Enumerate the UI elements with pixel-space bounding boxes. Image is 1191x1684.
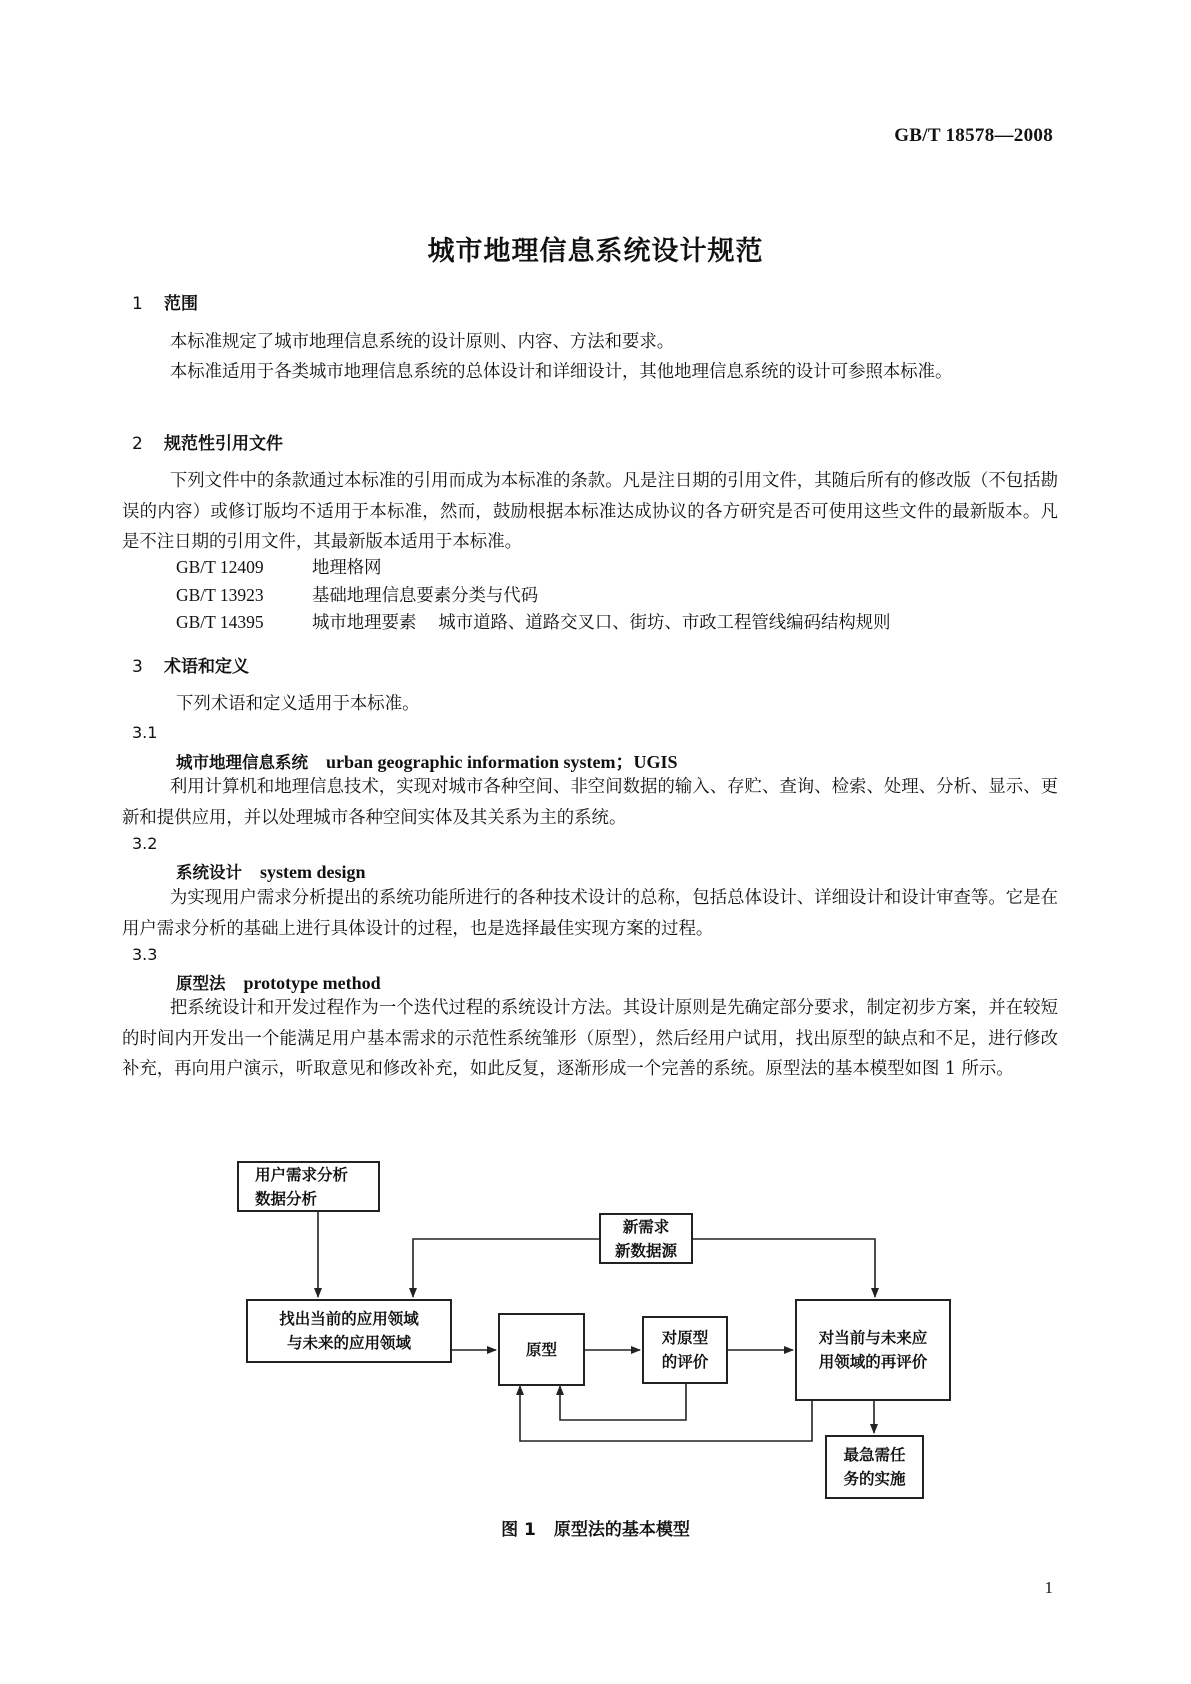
term-definition: 为实现用户需求分析提出的系统功能所进行的各种技术设计的总称，包括总体设计、详细设计和设计审查等。它是在用户需求分析的基础上进行具体设计的过程，也是选择最佳实现方案的过程。 — [122, 888, 1058, 939]
box-prototype — [498, 1313, 585, 1386]
reference-code: GB/T 14395 — [176, 612, 264, 632]
reference-name: 城市地理要素 — [312, 613, 417, 633]
box-line: 务的实施 — [843, 1470, 906, 1488]
box-find-domain — [246, 1299, 452, 1363]
section-3-intro: 下列术语和定义适用于本标准。 — [176, 694, 420, 714]
box-line: 的评价 — [661, 1353, 709, 1371]
box-line: 新需求 — [622, 1217, 670, 1236]
section-number: 3 — [132, 657, 143, 677]
term-definition: 利用计算机和地理信息技术，实现对城市各种空间、非空间数据的输入、存贮、查询、检索、处理、分析、显示、更新和提供应用，并以处理城市各种空间实体及其关系为主的系统。 — [122, 777, 1058, 828]
section-1-para-2: 本标准适用于各类城市地理信息系统的总体设计和详细设计，其他地理信息系统的设计可参照本标准。 — [169, 362, 953, 382]
box-evaluate — [642, 1316, 728, 1384]
line-new-needs-left — [413, 1239, 599, 1297]
standard-number: GB/T 18578—2008 — [894, 125, 1053, 146]
figure-caption — [0, 1515, 1191, 1540]
line-new-needs-right — [693, 1239, 875, 1297]
reference-code: GB/T 13923 — [176, 585, 264, 605]
box-line: 新数据源 — [614, 1241, 677, 1260]
box-line: 原型 — [525, 1340, 557, 1359]
term-en: system design — [260, 862, 366, 882]
box-user-needs — [237, 1161, 380, 1212]
box-line: 用户需求分析 — [255, 1165, 349, 1184]
term-number: 3.1 — [132, 723, 158, 742]
loop-reevaluate-to-prototype — [520, 1386, 812, 1441]
reference-name: 地理格网 — [312, 558, 382, 578]
box-line: 对当前与未来应 — [818, 1329, 928, 1347]
term-zh: 系统设计 — [176, 863, 242, 882]
term-en: prototype method — [243, 973, 381, 993]
term-number: 3.2 — [132, 834, 158, 853]
section-title: 术语和定义 — [164, 657, 249, 677]
figure-caption-text: 原型法的基本模型 — [553, 1520, 690, 1540]
figure-caption-label: 图 1 — [501, 1520, 536, 1540]
term-en: urban geographic information system；UGIS — [326, 752, 678, 772]
page-number: 1 — [1044, 1578, 1053, 1597]
box-line: 与未来的应用领域 — [286, 1334, 411, 1352]
document-title: 城市地理信息系统设计规范 — [427, 236, 764, 267]
box-new-needs — [599, 1213, 693, 1264]
box-line: 最急需任 — [843, 1446, 906, 1464]
box-line: 用领域的再评价 — [818, 1353, 928, 1371]
section-2-para: 下列文件中的条款通过本标准的引用而成为本标准的条款。凡是注日期的引用文件，其随后所有的修改版（不包括勘误的内容）或修订版均不适用于本标准，然而，鼓励根据本标准达成协议的各方研究是否可使用这些文件的最新版本。凡是不注日期的引用文件，其最新版本适用于本标准。 — [122, 471, 1058, 552]
term-number: 3.3 — [132, 945, 158, 964]
reference-name-detail: 城市道路、道路交叉口、街坊、市政工程管线编码结构规则 — [438, 613, 891, 633]
section-number: 2 — [132, 434, 143, 454]
reference-name: 基础地理信息要素分类与代码 — [312, 586, 539, 606]
section-number: 1 — [132, 294, 143, 314]
section-title: 范围 — [164, 294, 198, 314]
box-line: 数据分析 — [255, 1189, 318, 1208]
reference-code: GB/T 12409 — [176, 557, 264, 577]
box-reevaluate — [795, 1299, 951, 1401]
box-line: 对原型 — [661, 1329, 709, 1347]
section-1-para-1: 本标准规定了城市地理信息系统的设计原则、内容、方法和要求。 — [169, 332, 675, 352]
box-line: 找出当前的应用领域 — [279, 1310, 419, 1328]
term-zh: 城市地理信息系统 — [176, 753, 308, 772]
section-title: 规范性引用文件 — [164, 434, 283, 454]
box-urgent — [825, 1435, 924, 1499]
term-zh: 原型法 — [176, 974, 226, 993]
loop-evaluate-to-prototype — [560, 1384, 686, 1420]
term-definition: 把系统设计和开发过程作为一个迭代过程的系统设计方法。其设计原则是先确定部分要求，制定初步方案，并在较短的时间内开发出一个能满足用户基本需求的示范性系统雏形（原型），然后经用户试用，找出原型的缺点和不足，进行修改补充，再向用户演示，听取意见和修改补充，如此反复，逐渐形成一个完善的系统。原型法的基本模型如图 1 所示。 — [122, 998, 1058, 1079]
